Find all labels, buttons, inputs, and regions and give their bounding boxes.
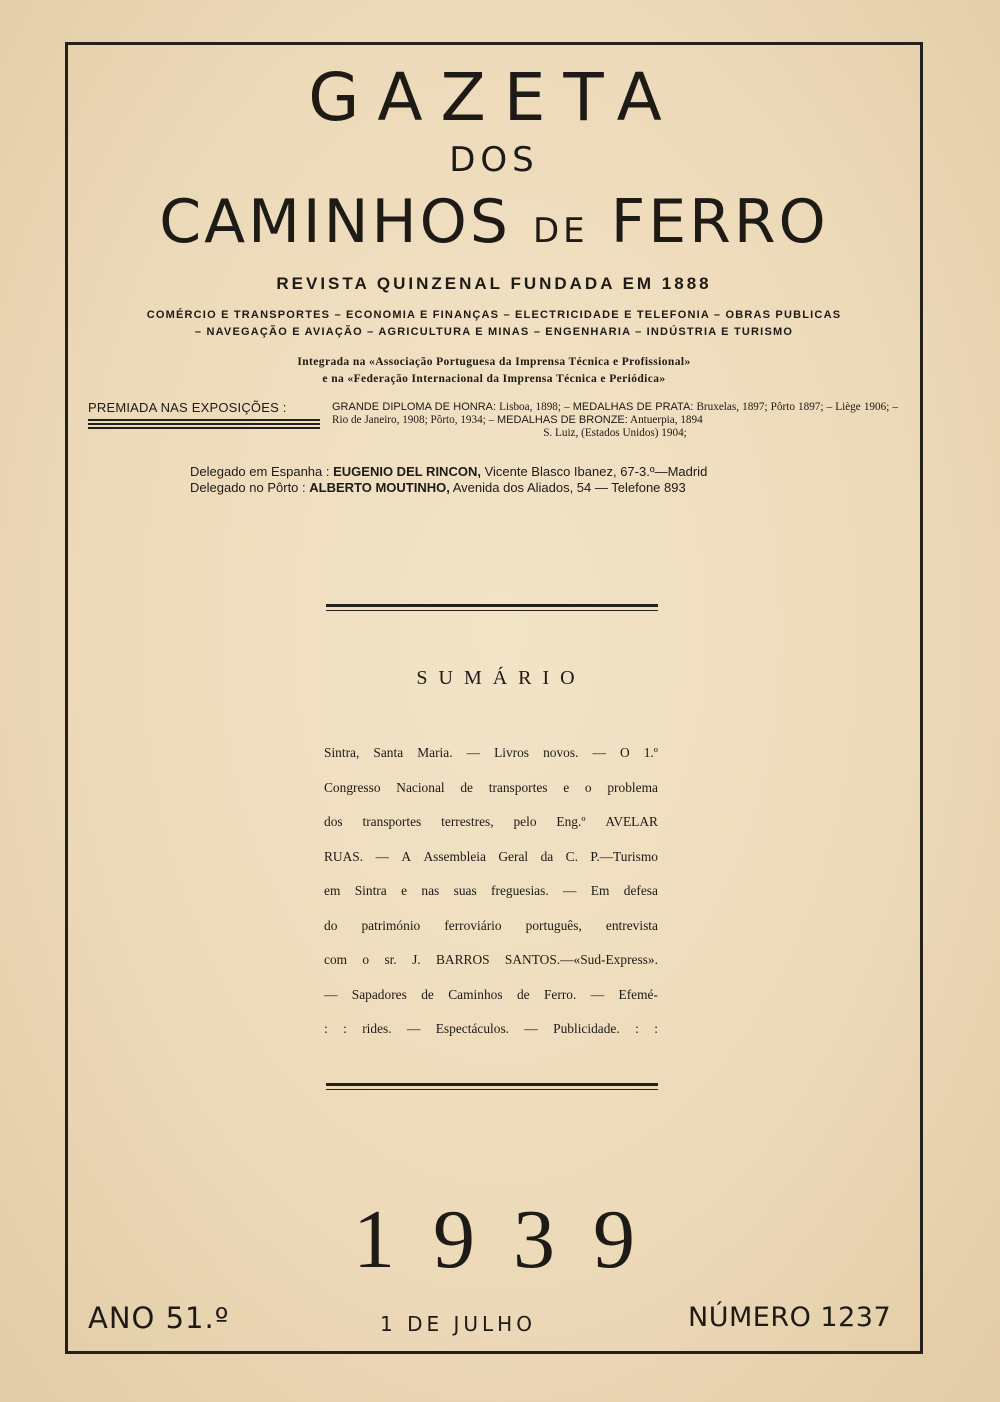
summary-word: Nacional (396, 779, 445, 795)
awards-underline (88, 419, 320, 431)
title-ferro: FERRO (610, 187, 829, 257)
summary-line (324, 805, 658, 840)
topics-line: COMÉRCIO E TRANSPORTES – ECONOMIA E FINANÇAS – ELECTRICIDADE E TELEFONIA – OBRAS PUBLICAS (146, 309, 842, 321)
summary-word: : (635, 1021, 639, 1036)
summary-word: J. (412, 952, 421, 967)
summary-word: Em (590, 883, 610, 898)
delegate-name: ALBERTO MOUTINHO, (309, 480, 450, 495)
issue-year: 1939 (353, 1193, 673, 1286)
summary-word: em (324, 883, 341, 898)
summary-body (324, 736, 658, 1047)
summary-word: entrevista (605, 917, 658, 933)
summary-word: freguesias. (491, 883, 549, 898)
awards-last-line: S. Luiz, (Estados Unidos) 1904; (543, 427, 687, 439)
summary-word: e (563, 779, 570, 795)
summary-word: BARROS (435, 952, 490, 967)
summary-word: Caminhos (448, 986, 503, 1002)
summary-word: Eng.º (556, 814, 586, 829)
topics-line: – NAVEGAÇÃO E AVIAÇÃO – AGRICULTURA E MINAS – ENGENHARIA – INDÚSTRIA E TURISMO (194, 326, 794, 338)
summary-word: com (324, 952, 348, 967)
summary-word: o (584, 779, 592, 795)
summary-word: : (654, 1021, 658, 1036)
delegate-espanha (190, 464, 707, 480)
summary-word: O (619, 745, 630, 760)
summary-word: transportes (362, 814, 422, 829)
summary-word: Sintra (354, 883, 387, 898)
summary-line (324, 840, 658, 875)
delegate-label: Delegado em Espanha : (190, 464, 334, 479)
summary-word: de (516, 986, 530, 1002)
summary-word: da (540, 848, 554, 864)
topics (65, 307, 923, 341)
summary-word: de (460, 779, 473, 795)
summary-heading: SUMÁRIO (416, 667, 586, 689)
summary-word: Publicidade. (553, 1021, 620, 1036)
awards-list (332, 401, 898, 440)
association-line: e na «Federação Internacional da Imprensa Técnica e Periódica» (322, 373, 666, 385)
association-note (65, 354, 923, 388)
summary-word: Sapadores (351, 986, 407, 1002)
summary-word: C. (565, 848, 578, 864)
summary-word: português, (525, 917, 582, 933)
summary-word: — (324, 986, 338, 1002)
summary-word: Santa (373, 745, 404, 760)
title-caminhos: CAMINHOS (159, 187, 511, 257)
title-de: DE (533, 211, 589, 251)
title-gazeta: GAZETA (308, 59, 680, 136)
bronze-label: MEDALHAS DE BRONZE: (497, 414, 628, 426)
summary-word: RUAS. (324, 848, 364, 864)
summary-line (324, 943, 658, 978)
bronze-text: Antuerpia, 1894 (627, 414, 703, 426)
delegate-address: Vicente Blasco Ibanez, 67-3.º—Madrid (480, 464, 708, 479)
summary-word: defesa (623, 883, 658, 898)
honra-text: Lisboa, 1898; – (496, 401, 573, 413)
awards-label: PREMIADA NAS EXPOSIÇÕES : (88, 400, 287, 415)
issue-number: NÚMERO 1237 (688, 1302, 892, 1333)
summary-word: dos (324, 814, 343, 829)
summary-word: — (563, 883, 577, 898)
prata-label: MEDALHAS DE PRATA: (572, 401, 694, 413)
summary-word: Espectáculos. (435, 1021, 509, 1036)
summary-word: pelo (513, 814, 537, 829)
summary-word: Assembleia (423, 848, 486, 864)
prata-text: Bruxelas, 1897; Pôrto 1897; – Liège 1906; – Rio de Janeiro, 1908; Pôrto, 1934; – (332, 401, 898, 426)
summary-word: Livros (494, 745, 530, 760)
summary-word: património (361, 917, 421, 933)
summary-line (324, 771, 658, 806)
summary-word: Congresso (324, 779, 381, 795)
summary-word: novos. (543, 745, 579, 760)
delegate-label: Delegado no Pôrto : (190, 480, 310, 495)
summary-word: : (343, 1021, 347, 1036)
summary-word: — (592, 745, 606, 760)
summary-word: P.—Turismo (590, 848, 658, 864)
summary-word: — (524, 1021, 538, 1036)
summary-word: rides. (362, 1021, 392, 1036)
summary-word: A (401, 848, 412, 864)
issue-date: 1 DE JULHO (380, 1312, 536, 1336)
summary-word: e (401, 883, 408, 898)
delegate-address: Avenida dos Aliados, 54 — Telefone 893 (449, 480, 686, 495)
summary-line (324, 1012, 658, 1047)
summary-word: : (324, 1021, 328, 1036)
summary-word: transportes (488, 779, 548, 795)
summary-word: — (375, 848, 389, 864)
honra-label: GRANDE DIPLOMA DE HONRA: (332, 401, 497, 413)
summary-word: Maria. (417, 745, 453, 760)
summary-word: — (590, 986, 605, 1002)
divider-bottom (326, 1083, 658, 1090)
title-dos: DOS (449, 140, 539, 180)
summary-line (324, 909, 658, 944)
summary-word: nas (421, 883, 440, 898)
title-caminhos-de-ferro (65, 182, 923, 271)
summary-word: problema (607, 779, 658, 795)
summary-word: Geral (498, 848, 529, 864)
summary-line (324, 978, 658, 1013)
summary-word: suas (453, 883, 477, 898)
summary-word: Ferro. (543, 986, 577, 1002)
subtitle: REVISTA QUINZENAL FUNDADA EM 1888 (276, 274, 712, 293)
summary-word: 1.º (643, 745, 658, 760)
divider-top (326, 604, 658, 611)
delegate-porto (190, 480, 707, 496)
delegate-name: EUGENIO DEL RINCON, (333, 464, 481, 479)
summary-word: Efemé- (618, 986, 658, 1002)
summary-word: — (406, 1021, 421, 1036)
summary-line (324, 874, 658, 909)
summary-word: de (421, 986, 434, 1002)
summary-word: AVELAR (605, 814, 658, 829)
summary-word: sr. (384, 952, 397, 967)
delegates (190, 464, 707, 496)
summary-word: — (466, 745, 480, 760)
summary-word: do (324, 917, 338, 933)
summary-word: ferroviário (444, 917, 502, 933)
summary-line (324, 736, 658, 771)
summary-word: terrestres, (441, 814, 494, 829)
summary-word: SANTOS.—«Sud-Express». (504, 952, 658, 967)
association-line: Integrada na «Associação Portuguesa da Imprensa Técnica e Profissional» (297, 356, 691, 368)
summary-word: o (362, 952, 370, 967)
summary-word: Sintra, (324, 745, 360, 760)
issue-volume: ANO 51.º (88, 1301, 230, 1335)
